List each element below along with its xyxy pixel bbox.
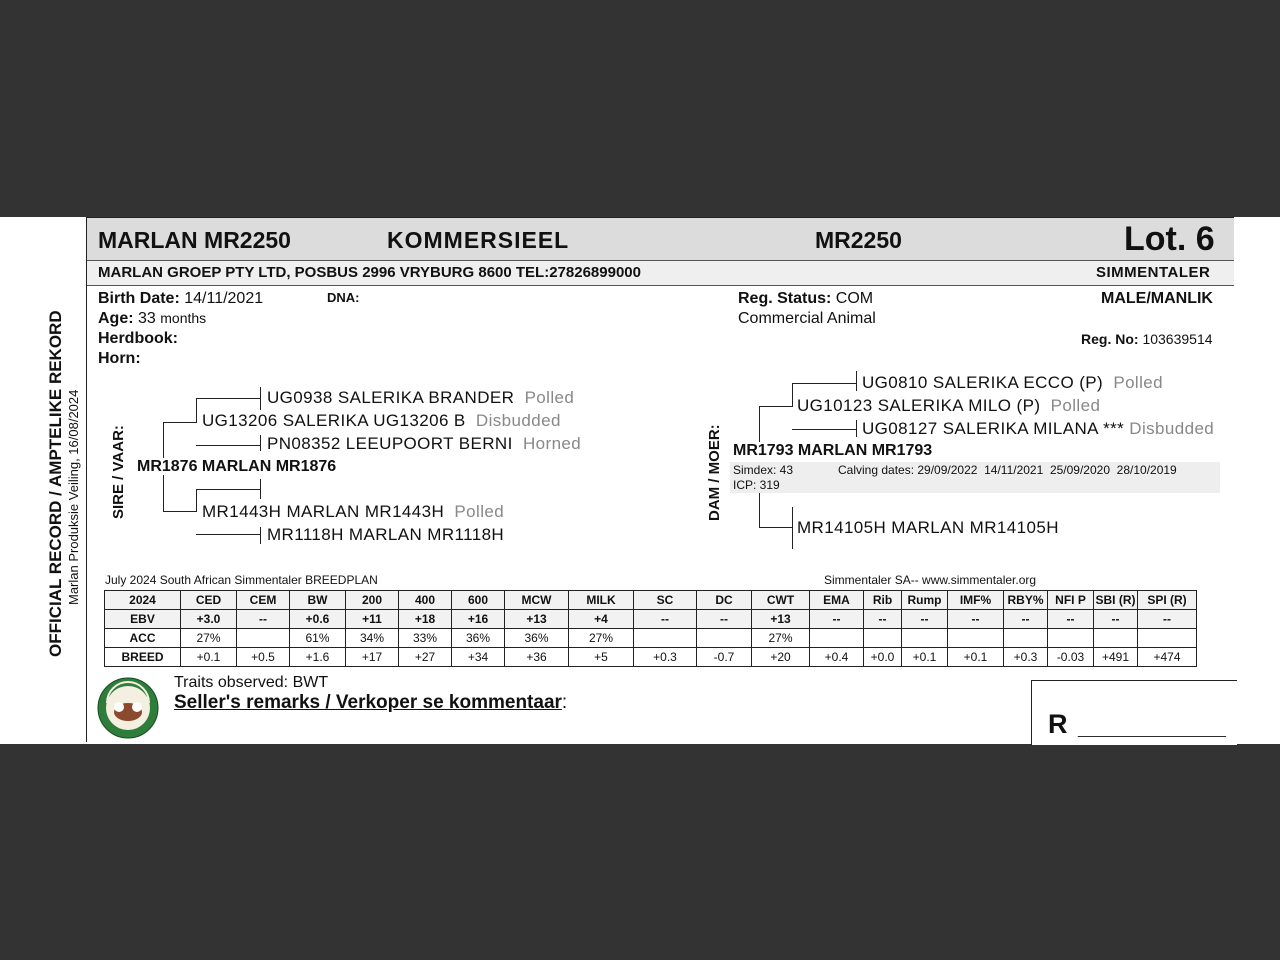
animal-category: KOMMERSIEEL [387, 227, 570, 253]
table-cell: +0.3 [634, 648, 697, 667]
table-cell: EBV [105, 610, 181, 629]
herdbook-label: Herdbook: [98, 330, 178, 347]
seller-remarks: Seller's remarks / Verkoper se kommentaar: [174, 692, 568, 713]
table-cell: ACC [105, 629, 181, 648]
dam-sire-sire: UG0810 SALERIKA ECCO (P) Polled [862, 373, 1163, 392]
table-cell: +20 [752, 648, 810, 667]
sire-name: MR1876 MARLAN MR1876 [137, 458, 337, 475]
table-cell: NFI P [1048, 591, 1094, 610]
table-cell: IMF% [948, 591, 1004, 610]
table-cell: +1.6 [290, 648, 346, 667]
table-cell: -- [864, 610, 902, 629]
table-cell: +474 [1138, 648, 1197, 667]
table-cell: -- [948, 610, 1004, 629]
table-cell: +4 [569, 610, 634, 629]
sire-dam: MR1443H MARLAN MR1443H Polled [202, 502, 505, 521]
table-cell: BREED [105, 648, 181, 667]
table-cell: +0.4 [810, 648, 864, 667]
table-cell: 27% [181, 629, 237, 648]
source-label: Marlan Produksie Veiling, 16/08/2024 [66, 389, 81, 605]
table-cell: +34 [452, 648, 505, 667]
table-cell [902, 629, 948, 648]
table-cell: -- [237, 610, 290, 629]
table-cell: +13 [505, 610, 569, 629]
dam-calving-dates: Calving dates: 29/09/2022 14/11/2021 25/09/2020 28/10/2019 [838, 463, 1177, 477]
table-cell: Rib [864, 591, 902, 610]
reg-status-desc: Commercial Animal [738, 310, 876, 327]
table-cell: SPI (R) [1138, 591, 1197, 610]
table-cell: +16 [452, 610, 505, 629]
header-bar [87, 218, 1234, 261]
table-cell: Rump [902, 591, 948, 610]
dam-icp: ICP: 319 [733, 478, 780, 492]
table-cell: 61% [290, 629, 346, 648]
table-cell: EMA [810, 591, 864, 610]
table-cell: -- [697, 610, 752, 629]
table-cell: +0.3 [1004, 648, 1048, 667]
sire-dam-dam: MR1118H MARLAN MR1118H [267, 525, 505, 544]
table-cell: 400 [399, 591, 452, 610]
table-cell: 27% [569, 629, 634, 648]
table-cell: MCW [505, 591, 569, 610]
table-cell: -- [810, 610, 864, 629]
table-cell: RBY% [1004, 591, 1048, 610]
table-cell: -- [902, 610, 948, 629]
dam-sire-dam: UG08127 SALERIKA MILANA *** Disbudded [862, 419, 1215, 438]
age: Age: 33 months [98, 310, 207, 327]
table-cell: -0.03 [1048, 648, 1094, 667]
simmentaler-logo [97, 677, 157, 737]
table-cell: DC [697, 591, 752, 610]
table-cell: +491 [1094, 648, 1138, 667]
table-cell: -- [1004, 610, 1048, 629]
table-cell: 27% [752, 629, 810, 648]
table-cell: -- [1094, 610, 1138, 629]
table-cell [948, 629, 1004, 648]
table-cell [1048, 629, 1094, 648]
owner-bar [87, 261, 1234, 286]
official-record-label: OFFICIAL RECORD / AMPTELIKE REKORD [46, 310, 65, 657]
signature-letter: R [1048, 709, 1068, 739]
animal-id: MR2250 [815, 227, 902, 253]
table-cell: +11 [346, 610, 399, 629]
table-cell: SC [634, 591, 697, 610]
table-cell: 33% [399, 629, 452, 648]
simmentaler-website: Simmentaler SA-- www.simmentaler.org [824, 573, 1037, 587]
table-cell [697, 629, 752, 648]
animal-name: MARLAN MR2250 [98, 227, 291, 253]
table-cell: -- [1048, 610, 1094, 629]
table-header-row [105, 591, 1197, 610]
table-cell: +0.1 [948, 648, 1004, 667]
table-cell [1004, 629, 1048, 648]
reg-number: Reg. No: 103639514 [1081, 331, 1213, 347]
table-cell: +5 [569, 648, 634, 667]
table-cell: +36 [505, 648, 569, 667]
table-cell: +18 [399, 610, 452, 629]
table-cell: CWT [752, 591, 810, 610]
table-cell: -- [1138, 610, 1197, 629]
dam-dam: MR14105H MARLAN MR14105H [797, 518, 1059, 537]
table-cell: 200 [346, 591, 399, 610]
auction-card-page [0, 217, 1280, 744]
table-cell: CED [181, 591, 237, 610]
table-cell [1094, 629, 1138, 648]
table-cell [634, 629, 697, 648]
table-cell: +0.6 [290, 610, 346, 629]
table-cell [864, 629, 902, 648]
sire-label: SIRE / VAAR: [110, 425, 127, 519]
table-cell: 36% [452, 629, 505, 648]
breedplan-caption: July 2024 South African Simmentaler BREEDPLAN [105, 573, 378, 587]
table-cell: +27 [399, 648, 452, 667]
table-cell: +0.1 [181, 648, 237, 667]
table-row [105, 648, 1197, 667]
table-cell: +3.0 [181, 610, 237, 629]
lot-number: Lot. 6 [1124, 220, 1215, 258]
table-cell: SBI (R) [1094, 591, 1138, 610]
table-cell: CEM [237, 591, 290, 610]
traits-observed: Traits observed: BWT [174, 674, 329, 691]
table-cell: 2024 [105, 591, 181, 610]
table-row [105, 629, 1197, 648]
table-cell: -- [634, 610, 697, 629]
sire-sire-dam: PN08352 LEEUPOORT BERNI Horned [267, 434, 582, 453]
table-cell: 600 [452, 591, 505, 610]
table-row [105, 610, 1197, 629]
dam-name: MR1793 MARLAN MR1793 [733, 442, 933, 459]
table-cell: +0.5 [237, 648, 290, 667]
signature-line: ___________________ [1078, 721, 1226, 737]
sex-label: MALE/MANLIK [1101, 290, 1213, 307]
table-cell: +17 [346, 648, 399, 667]
table-cell: MILK [569, 591, 634, 610]
table-cell: 36% [505, 629, 569, 648]
dam-sire: UG10123 SALERIKA MILO (P) Polled [797, 396, 1101, 415]
table-cell: -0.7 [697, 648, 752, 667]
horn-label: Horn: [98, 350, 141, 367]
table-cell [1138, 629, 1197, 648]
birth-date: Birth Date: 14/11/2021 [98, 290, 264, 307]
table-cell: 34% [346, 629, 399, 648]
breed-name: SIMMENTALER [1096, 264, 1211, 281]
table-cell: +13 [752, 610, 810, 629]
table-cell: BW [290, 591, 346, 610]
reg-status: Reg. Status: COM [738, 290, 874, 307]
table-cell: +0.0 [864, 648, 902, 667]
breedplan-table [104, 590, 1197, 667]
sire-sire: UG13206 SALERIKA UG13206 B Disbudded [202, 411, 561, 430]
dam-simdex: Simdex: 43 [733, 463, 794, 477]
table-cell [810, 629, 864, 648]
dam-label: DAM / MOER: [706, 424, 723, 521]
signature-box[interactable] [1031, 680, 1237, 745]
owner-line: MARLAN GROEP PTY LTD, POSBUS 2996 VRYBURG 8600 TEL:27826899000 [98, 264, 641, 281]
table-cell [237, 629, 290, 648]
table-cell: +0.1 [902, 648, 948, 667]
sire-sire-sire: UG0938 SALERIKA BRANDER Polled [267, 388, 575, 407]
dna-label: DNA: [327, 290, 360, 305]
